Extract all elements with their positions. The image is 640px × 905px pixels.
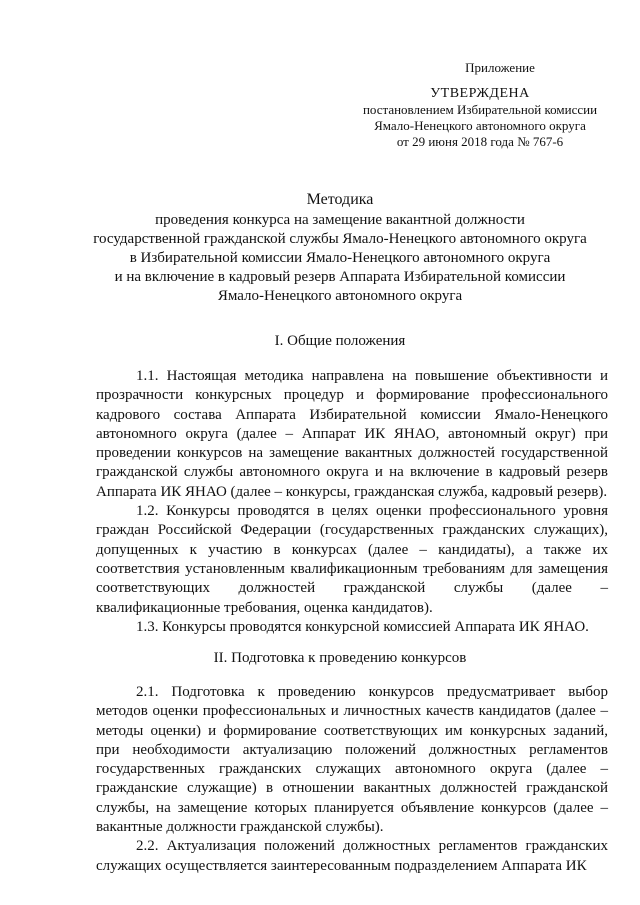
- title-line-4: и на включение в кадровый резерв Аппарата Избирательной комиссии: [114, 269, 566, 285]
- paragraph-1-2: 1.2. Конкурсы проводятся в целях оценки профессионального уровня граждан Российской Федерации (государственных гражданских служащих), допущенных к участию в конкурсах (далее – кандидаты), а также их соответствия установленным квалификационным требованиям для замещения соответствующих должностей гражданской службы (далее – квалификационные требования, оценка кандидатов).: [96, 503, 608, 616]
- paragraph-2-2: 2.2. Актуализация положений должностных регламентов гражданских служащих осуществляется заинтересованным подразделением Аппарата ИК: [96, 838, 608, 874]
- approval-line-2: Ямало-Ненецкого автономного округа: [374, 118, 586, 133]
- approval-line-1: постановлением Избирательной комиссии: [362, 102, 598, 117]
- paragraph-2-1: 2.1. Подготовка к проведению конкурсов предусматривает выбор методов оценки профессиональных и личностных качеств кандидатов (далее – методы оценки) и формирование соответствующих им конкурсных заданий, при необходимости актуализацию положений должностных регламентов государственных гражданских служащих автономного округа (далее – гражданские служащие) в отношении вакантных должностей гражданской службы, на замещение которых планируется объявление конкурсов (далее – вакантные должности гражданской службы).: [96, 684, 608, 836]
- title-main: Методика: [306, 191, 374, 208]
- document-title: [60, 190, 620, 306]
- approval-stamp: [330, 60, 630, 150]
- paragraph-1-1: 1.1. Настоящая методика направлена на повышение объективности и прозрачности конкурсных процедур и формирование профессионального кадрового состава Аппарата Избирательной комиссии Ямало-Ненецкого автономного округа (далее – Аппарат ИК ЯНАО, автономный округ) при проведении конкурсов на замещение вакантных должностей государственной гражданской службы автономного округа и на включение в кадровый резерв Аппарата ИК ЯНАО (далее – конкурсы, гражданская служба, кадровый резерв).: [96, 368, 608, 500]
- section-1-body: [96, 367, 608, 637]
- title-line-5: Ямало-Ненецкого автономного округа: [217, 288, 463, 304]
- section-2-heading: II. Подготовка к проведению конкурсов: [213, 650, 467, 666]
- paragraph-1-3: 1.3. Конкурсы проводятся конкурсной комиссией Аппарата ИК ЯНАО.: [136, 618, 589, 635]
- title-line-2: государственной гражданской службы Ямало-Ненецкого автономного округа: [93, 231, 587, 247]
- approved-label: УТВЕРЖДЕНА: [430, 86, 530, 101]
- approval-line-3: от 29 июня 2018 года № 767-6: [396, 134, 564, 149]
- section-2-body: [96, 683, 608, 876]
- title-line-1: проведения конкурса на замещение вакантной должности: [155, 212, 525, 228]
- appendix-label: Приложение: [465, 60, 535, 75]
- section-1-heading: I. Общие положения: [274, 333, 406, 349]
- title-line-3: в Избирательной комиссии Ямало-Ненецкого автономного округа: [129, 250, 551, 266]
